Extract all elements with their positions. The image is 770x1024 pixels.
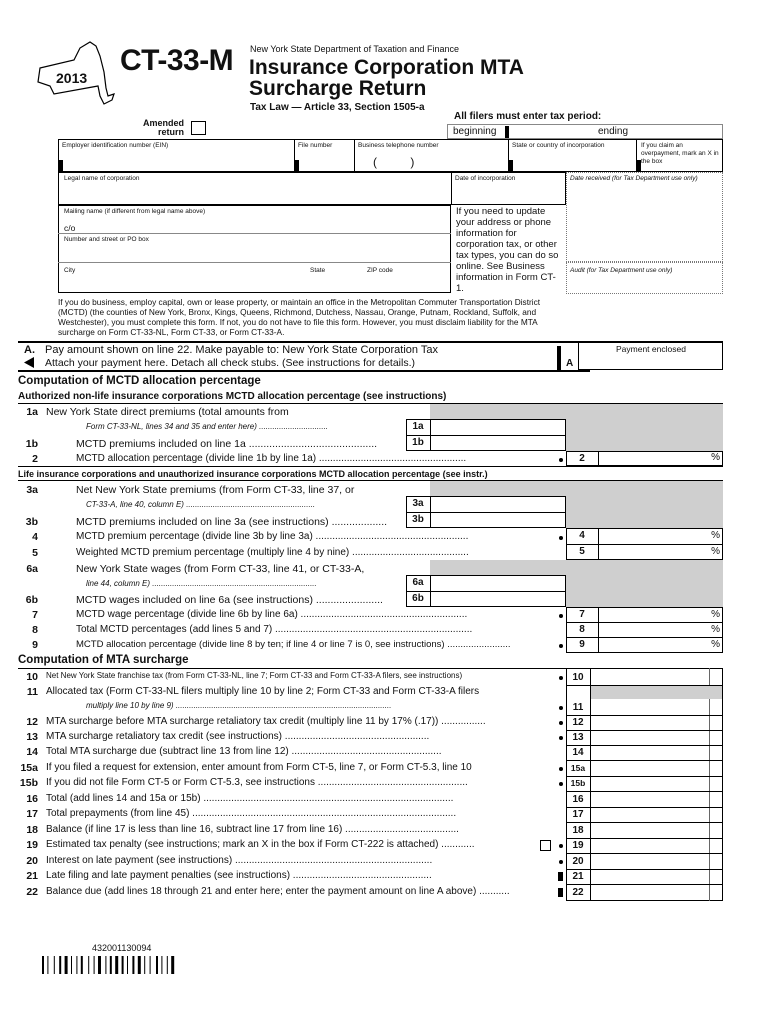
line-2-input[interactable] bbox=[600, 452, 688, 465]
mta-line-text: Total (add lines 14 and 15a or 15b) .......................................................................................... bbox=[46, 793, 454, 804]
line-3b-text: MCTD premiums included on line 3a (see instructions) ................... bbox=[76, 516, 388, 528]
amended-label bbox=[138, 119, 184, 137]
barcode-bar bbox=[42, 956, 44, 974]
line-6a-num: 6a bbox=[26, 563, 38, 575]
mta-line-text: Balance (if line 17 is less than line 16, subtract line 17 from line 16) ......................................... bbox=[46, 824, 459, 835]
barcode-bar bbox=[167, 956, 168, 974]
barcode-bar bbox=[150, 956, 151, 974]
legal-name-label: Legal name of corporation bbox=[64, 175, 140, 182]
form-title-line2: Surcharge Return bbox=[249, 77, 427, 100]
line-5-num: 5 bbox=[32, 547, 38, 559]
payment-enclosed-label: Payment enclosed bbox=[616, 344, 686, 354]
mta-line-text: MTA surcharge retaliatory tax credit (see instructions) .................................................... bbox=[46, 731, 430, 742]
life-section-heading: Life insurance corporations and unauthorized insurance corporations MCTD allocation percentage (see instr.) bbox=[18, 469, 488, 479]
shade-6 bbox=[566, 560, 723, 607]
line-8-text: Total MCTD percentages (add lines 5 and 7) ....................................................................... bbox=[76, 624, 473, 635]
bullet bbox=[559, 736, 563, 740]
mta-box-num: 21 bbox=[572, 871, 584, 882]
barcode-bar bbox=[144, 956, 145, 974]
bullet bbox=[559, 721, 563, 725]
nonlife-section-heading: Authorized non-life insurance corporations MCTD allocation percentage (see instructions) bbox=[18, 391, 447, 402]
barcode-bar bbox=[65, 956, 68, 974]
barcode-bar bbox=[122, 956, 124, 974]
payment-letter: A. bbox=[24, 344, 35, 356]
box-1b: 1b bbox=[412, 437, 424, 448]
co-input[interactable] bbox=[80, 219, 448, 232]
line-6a-text: New York State wages (from Form CT-33, line 41, or CT-33-A, bbox=[76, 563, 365, 575]
line-1b-num: 1b bbox=[25, 438, 38, 450]
beginning-label: beginning bbox=[453, 126, 497, 137]
form-code: CT-33-M bbox=[120, 44, 234, 77]
payment-box-marker bbox=[557, 346, 561, 370]
box-6a: 6a bbox=[412, 577, 424, 588]
line-9-text: MCTD allocation percentage (divide line 8 by ten; if line 4 or line 7 is 0, see instructions) ........................ bbox=[76, 639, 511, 650]
line-1b-input[interactable] bbox=[432, 437, 564, 450]
line-3a-num: 3a bbox=[26, 484, 38, 496]
line-7-num: 7 bbox=[32, 609, 38, 621]
amended-return-checkbox[interactable] bbox=[191, 121, 206, 135]
line-1a-input[interactable] bbox=[432, 421, 564, 434]
state-country-input[interactable] bbox=[516, 152, 632, 170]
mta-line-num: 12 bbox=[26, 716, 38, 728]
line-2-text: MCTD allocation percentage (divide line 1b by line 1a) ..................................................... bbox=[76, 453, 467, 464]
ct222-checkbox[interactable] bbox=[540, 840, 551, 851]
overpay-corner-marker bbox=[636, 160, 641, 172]
mta-line-19-input[interactable] bbox=[593, 839, 707, 852]
file-number-input[interactable] bbox=[301, 152, 351, 170]
mctd-section-heading: Computation of MCTD allocation percentage bbox=[18, 375, 261, 387]
amended-text: Amended bbox=[142, 118, 184, 128]
state-label: State bbox=[310, 267, 326, 274]
co-label: c/o bbox=[64, 223, 76, 233]
line-5-input[interactable] bbox=[600, 546, 688, 559]
mta-line-num: 19 bbox=[26, 839, 38, 851]
line-9-input[interactable] bbox=[600, 639, 688, 651]
mta-line-num: 13 bbox=[26, 731, 38, 743]
bullet bbox=[559, 860, 563, 864]
bullet bbox=[559, 767, 563, 771]
mta-line-text: Interest on late payment (see instructions) ....................................................................... bbox=[46, 855, 433, 866]
mta-line-text: Balance due (add lines 18 through 21 and enter here; enter the payment amount on line A above) ........... bbox=[46, 886, 510, 897]
payment-box-label: A bbox=[566, 358, 574, 369]
ending-date-input[interactable] bbox=[633, 126, 721, 137]
mta-box-num: 20 bbox=[572, 856, 584, 867]
mta-line-13-input[interactable] bbox=[593, 731, 707, 744]
mta-line-text: multiply line 10 by line 9) ................................................................................................. bbox=[86, 701, 392, 710]
mta-box-num: 17 bbox=[572, 809, 584, 820]
line-3b-num: 3b bbox=[25, 516, 38, 528]
barcode-bar bbox=[171, 956, 174, 974]
box-3b: 3b bbox=[412, 514, 424, 525]
pct-5: % bbox=[711, 546, 720, 557]
mta-line-num: 20 bbox=[26, 855, 38, 867]
legal-name-input[interactable] bbox=[64, 185, 447, 203]
mta-line-num: 11 bbox=[26, 686, 38, 698]
pct-9: % bbox=[711, 639, 720, 650]
mta-box-num: 15b bbox=[570, 778, 586, 788]
bullet bbox=[559, 706, 563, 710]
mta-line-text: MTA surcharge before MTA surcharge retaliatory tax credit (multiply line 11 by 17% (.17)) ................ bbox=[46, 716, 486, 727]
zip-label: ZIP code bbox=[367, 267, 393, 274]
line-4-num: 4 bbox=[32, 531, 38, 543]
pct-8: % bbox=[711, 624, 720, 635]
line-8-input[interactable] bbox=[600, 624, 688, 636]
mta-box-num: 16 bbox=[572, 794, 584, 805]
mta-line-num: 18 bbox=[26, 824, 38, 836]
bullet bbox=[559, 844, 563, 848]
barcode-bar bbox=[98, 956, 101, 974]
line-6a-input[interactable] bbox=[432, 577, 564, 590]
barcode-bar bbox=[115, 956, 118, 974]
line-8-num: 8 bbox=[32, 624, 38, 636]
barcode-bar bbox=[47, 956, 48, 974]
mailing-name-label: Mailing name (if different from legal name above) bbox=[64, 208, 206, 215]
date-received-label: Date received (for Tax Department use only) bbox=[570, 175, 698, 182]
mta-box-num: 14 bbox=[572, 747, 584, 758]
audit-label: Audit (for Tax Department use only) bbox=[570, 267, 673, 274]
line-6b-num: 6b bbox=[25, 594, 38, 606]
mta-line-15a-input[interactable] bbox=[593, 762, 707, 775]
mta-line-21-input[interactable] bbox=[593, 870, 707, 883]
barcode-bar bbox=[71, 956, 72, 974]
mta-line-text: If you filed a request for extension, enter amount from Form CT-5, line 7, or Form CT-5.3, line 10 bbox=[46, 762, 472, 773]
line-9-num: 9 bbox=[32, 639, 38, 651]
mta-line-text: Allocated tax (Form CT-33-NL filers multiply line 10 by line 2; Form CT-33 and Form CT-33-A filers bbox=[46, 686, 480, 697]
mctd-intro-text: If you do business, employ capital, own or lease property, or maintain an office in the Metropolitan Commuter Transportation District (MCTD) (the counties of New York, Bronx, Kings, Queens, Richmond, Dutchess, Nassau, Orange, Putnam, Rockland, Suffolk, and Westchester), you must complete this form. If not, you do not have to file this form. However, you must disclaim liability for the MTA surcharge on Form CT-33-NL, Form CT-33, or Form CT-33-A. bbox=[58, 297, 541, 337]
mta-box-num: 18 bbox=[572, 825, 584, 836]
mta-line-18-input[interactable] bbox=[593, 824, 707, 837]
line-6a-text-cont: line 44, column E) .......................................................................... bbox=[86, 579, 317, 588]
ein-corner-marker bbox=[58, 160, 63, 172]
date-incorporation-label: Date of incorporation bbox=[455, 175, 516, 182]
mta-box-num: 11 bbox=[572, 702, 584, 713]
form-title-line1: Insurance Corporation MTA bbox=[249, 56, 524, 79]
pct-7: % bbox=[711, 609, 720, 620]
mta-line-15b-input[interactable] bbox=[593, 777, 707, 790]
ending-label: ending bbox=[598, 126, 629, 137]
mta-box-num: 22 bbox=[572, 887, 584, 898]
date-incorporation-input[interactable] bbox=[455, 185, 563, 203]
payment-amount-input[interactable] bbox=[582, 355, 720, 368]
barcode-bar bbox=[161, 956, 162, 974]
payment-line1 bbox=[45, 344, 438, 356]
business-phone-label: Business telephone number bbox=[358, 142, 439, 149]
box-1a: 1a bbox=[412, 421, 424, 432]
mta-line-22-input[interactable] bbox=[593, 886, 707, 899]
mta-box-num: 15a bbox=[570, 763, 586, 773]
payment-bottom-rule bbox=[18, 370, 590, 372]
beginning-marker bbox=[505, 126, 509, 138]
pct-2: % bbox=[711, 452, 720, 463]
bullet-9 bbox=[559, 644, 563, 648]
mta-box-num: 10 bbox=[572, 672, 584, 683]
mta-line-text: Estimated tax penalty (see instructions; mark an X in the box if Form CT-222 is attached) ............ bbox=[46, 839, 475, 850]
phone-parens: ( ) bbox=[373, 155, 415, 169]
shade-11-top bbox=[591, 685, 722, 699]
line-6b-text: MCTD wages included on line 6a (see instructions) ....................... bbox=[76, 594, 383, 606]
ein-label: Employer identification number (EIN) bbox=[62, 142, 169, 149]
return-text: return bbox=[157, 127, 184, 137]
line-3a-text-cont: CT-33-A, line 40, column E) .......................................................... bbox=[86, 500, 316, 509]
box-3a: 3a bbox=[412, 498, 424, 509]
line-2-num: 2 bbox=[32, 453, 38, 465]
state-country-label: State or country of incorporation bbox=[512, 142, 605, 149]
mta-line-num: 17 bbox=[26, 808, 38, 820]
bullet bbox=[559, 676, 563, 680]
mta-line-num: 16 bbox=[26, 793, 38, 805]
mta-line-16-input[interactable] bbox=[593, 793, 707, 806]
barcode-bar bbox=[132, 956, 134, 974]
line-3a-input[interactable] bbox=[432, 498, 564, 511]
line-1a-text: New York State direct premiums (total amounts from bbox=[46, 406, 289, 418]
beginning-date-input[interactable] bbox=[511, 126, 593, 137]
barcode-image bbox=[42, 956, 198, 974]
barcode-bar bbox=[110, 956, 112, 974]
mta-line-text: If you did not file Form CT-5 or Form CT-5.3, see instructions ...................................................... bbox=[46, 777, 468, 788]
mta-line-12-input[interactable] bbox=[593, 716, 707, 729]
mta-line-20-input[interactable] bbox=[593, 855, 707, 868]
barcode-bar bbox=[94, 956, 95, 974]
barcode-bar bbox=[76, 956, 77, 974]
mta-line-num: 10 bbox=[26, 671, 38, 683]
line-6b-input[interactable] bbox=[432, 593, 564, 606]
square-marker bbox=[558, 888, 563, 897]
file-corner-marker bbox=[294, 160, 299, 172]
line-3b-input[interactable] bbox=[432, 514, 564, 527]
file-number-label: File number bbox=[298, 142, 333, 149]
ein-input[interactable] bbox=[66, 152, 290, 170]
mta-line-text: Net New York State franchise tax (from Form CT-33-NL, line 7; Form CT-33 and Form CT-33-A filers, see instructions) bbox=[46, 671, 463, 680]
line-1a-num: 1a bbox=[26, 406, 38, 418]
mta-box-num: 19 bbox=[572, 840, 584, 851]
line-5-text: Weighted MCTD premium percentage (multiply line 4 by nine) .......................................... bbox=[76, 547, 469, 558]
mta-line-14-input[interactable] bbox=[593, 746, 707, 759]
bullet-2 bbox=[559, 458, 563, 462]
line-3a-text: Net New York State premiums (from Form CT-33, line 37, or bbox=[76, 484, 355, 496]
line-4-input[interactable] bbox=[600, 530, 688, 543]
barcode-bar bbox=[156, 956, 158, 974]
line-1b-text: MCTD premiums included on line 1a ............................................ bbox=[76, 438, 378, 450]
bullet-7 bbox=[559, 614, 563, 618]
box-6b: 6b bbox=[412, 593, 424, 604]
street-input[interactable] bbox=[64, 245, 448, 261]
mta-line-num: 21 bbox=[26, 870, 38, 882]
city-input[interactable] bbox=[64, 276, 304, 292]
payment-line2: Attach your payment here. Detach all check stubs. (See instructions for details.) bbox=[45, 357, 416, 369]
payment-instruction: Pay amount shown on line 22. Make payable to: New York State Corporation Tax bbox=[45, 344, 438, 356]
square-marker bbox=[558, 872, 563, 881]
city-label: City bbox=[64, 267, 76, 274]
street-label: Number and street or PO box bbox=[64, 236, 149, 243]
shade-1 bbox=[566, 404, 723, 451]
mta-line-11-input[interactable] bbox=[593, 701, 707, 714]
mta-line-num: 15b bbox=[19, 777, 38, 789]
mta-line-10-input[interactable] bbox=[593, 671, 707, 684]
state-corner-marker bbox=[508, 160, 513, 172]
barcode-bar bbox=[88, 956, 89, 974]
date-received-box bbox=[566, 172, 723, 262]
barcode-bar bbox=[54, 956, 55, 974]
mta-line-text: Total MTA surcharge due (subtract line 13 from line 12) ...................................................... bbox=[46, 746, 442, 757]
mta-line-text: Total prepayments (from line 45) ............................................................................................... bbox=[46, 808, 457, 819]
arrow-left-icon bbox=[24, 357, 38, 368]
agency-name: New York State Department of Taxation and Finance bbox=[250, 44, 459, 54]
line-7-input[interactable] bbox=[600, 609, 688, 621]
mta-line-num: 15a bbox=[20, 762, 38, 774]
mta-line-text: Late filing and late payment penalties (see instructions) .................................................. bbox=[46, 870, 432, 881]
barcode-number: 432001130094 bbox=[92, 943, 152, 953]
mta-line-num: 14 bbox=[26, 746, 38, 758]
barcode-bar bbox=[127, 956, 128, 974]
barcode-bar bbox=[138, 956, 141, 974]
shade-3 bbox=[566, 481, 723, 528]
overpayment-label: If you claim an overpayment, mark an X in the box bbox=[641, 142, 719, 165]
barcode-bar bbox=[59, 956, 61, 974]
mta-box-num: 13 bbox=[572, 732, 584, 743]
mta-line-17-input[interactable] bbox=[593, 808, 707, 821]
all-filers-label: All filers must enter tax period: bbox=[454, 111, 602, 122]
mta-section-heading: Computation of MTA surcharge bbox=[18, 654, 189, 666]
mta-box-num: 12 bbox=[572, 717, 584, 728]
line-7-text: MCTD wage percentage (divide line 6b by line 6a) ............................................................ bbox=[76, 609, 468, 620]
line-1a-text-cont: Form CT-33-NL, lines 34 and 35 and enter here) ............................... bbox=[86, 422, 329, 431]
mta-line-num: 22 bbox=[26, 886, 38, 898]
bullet-4 bbox=[559, 536, 563, 540]
update-info-note: If you need to update your address or phone information for corporation tax, or other tax types, you can do so online. See Business information in Form CT-1. bbox=[456, 206, 559, 294]
tax-year: 2013 bbox=[56, 70, 88, 86]
tax-law-reference: Tax Law — Article 33, Section 1505-a bbox=[250, 102, 425, 113]
line-4-text: MCTD premium percentage (divide line 3b by line 3a) ....................................................... bbox=[76, 531, 469, 542]
barcode-bar bbox=[81, 956, 83, 974]
bullet bbox=[559, 782, 563, 786]
barcode-bar bbox=[105, 956, 106, 974]
pct-4: % bbox=[711, 530, 720, 541]
